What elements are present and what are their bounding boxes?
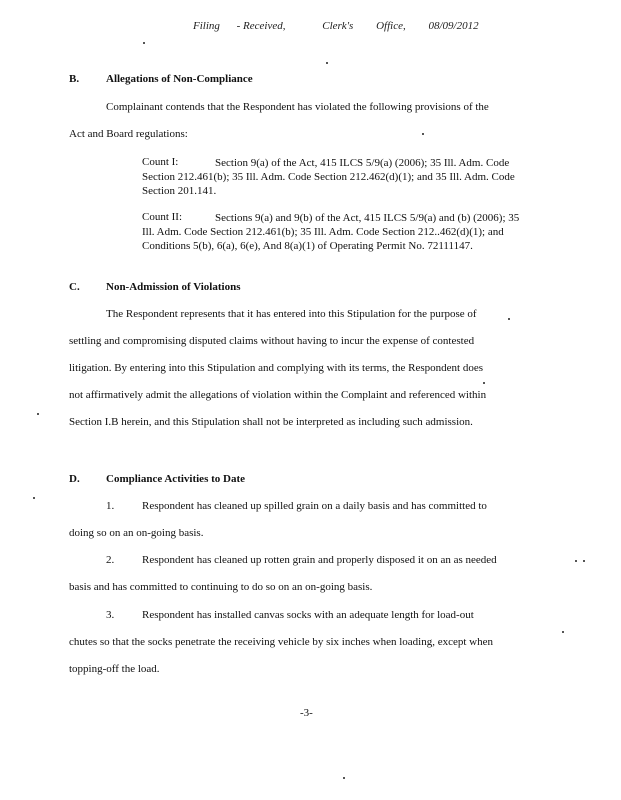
section-c-line: The Respondent represents that it has entered into this Stipulation for the purpose of — [106, 308, 477, 320]
section-c-line: litigation. By entering into this Stipulation and complying with its terms, the Respondent does — [69, 362, 483, 374]
scan-speck — [422, 133, 424, 135]
section-b-letter: B. — [69, 73, 80, 85]
scan-speck — [326, 62, 328, 64]
header-received: - Received, — [236, 20, 286, 32]
count-2-label: Count II: — [142, 211, 183, 223]
scan-speck — [37, 413, 39, 415]
item-2-line1: Respondent has cleaned up rotten grain and properly disposed it on an as needed — [142, 554, 497, 566]
item-2-line2: basis and has committed to continuing to do so on an on-going basis. — [69, 581, 373, 593]
section-d-letter: D. — [69, 473, 80, 485]
header-office: Office, — [376, 20, 406, 32]
section-c-line: settling and compromising disputed claims without having to incur the expense of contested — [69, 335, 475, 347]
item-3-number: 3. — [106, 609, 115, 621]
scan-speck — [343, 777, 345, 779]
scan-speck — [562, 631, 564, 633]
section-b-para-line2: Act and Board regulations: — [69, 128, 188, 140]
scan-speck — [583, 560, 585, 562]
scan-speck — [33, 497, 35, 499]
item-1-line1: Respondent has cleaned up spilled grain on a daily basis and has committed to — [142, 500, 487, 512]
header-filing: Filing — [193, 20, 220, 32]
item-3-line3: topping-off the load. — [69, 663, 160, 675]
section-b-title: Allegations of Non-Compliance — [106, 73, 253, 85]
item-2-number: 2. — [106, 554, 115, 566]
count-1-text: Section 9(a) of the Act, 415 ILCS 5/9(a) (2006); 35 Ill. Adm. Code Section 212.461(b); 35 Ill. Adm. Code Section 212.462(d)(1); and 35 Ill. Adm. Code Section 201.141. — [142, 157, 515, 197]
page-number: -3- — [300, 707, 313, 719]
scan-speck — [575, 560, 577, 562]
item-1-number: 1. — [106, 500, 115, 512]
count-1-label: Count I: — [142, 156, 179, 168]
scan-speck — [508, 318, 510, 320]
header-clerks: Clerk's — [322, 20, 354, 32]
section-d-title: Compliance Activities to Date — [106, 473, 245, 485]
scan-speck — [483, 382, 485, 384]
filing-header — [193, 20, 479, 32]
section-c-letter: C. — [69, 281, 80, 293]
item-3-line1: Respondent has installed canvas socks with an adequate length for load-out — [142, 609, 474, 621]
section-c-line: Section I.B herein, and this Stipulation shall not be interpreted as including such admission. — [69, 416, 473, 428]
section-c-line: not affirmatively admit the allegations of violation within the Complaint and referenced within — [69, 389, 487, 401]
count-2-text: Sections 9(a) and 9(b) of the Act, 415 ILCS 5/9(a) and (b) (2006); 35 Ill. Adm. Code Section 212.461(b); 35 Ill. Adm. Code Section 212..462(d)(1); and Conditions 5(b), 6(a), 6(e), And 8(a)(1) of Operating Permit No. 72111147. — [142, 212, 520, 252]
item-3-line2: chutes so that the socks penetrate the receiving vehicle by six inches when loading, except when — [69, 636, 493, 648]
scan-speck — [143, 42, 145, 44]
header-date: 08/09/2012 — [428, 20, 479, 32]
section-b-para-line1: Complainant contends that the Respondent has violated the following provisions of the — [106, 101, 489, 113]
section-c-title: Non-Admission of Violations — [106, 281, 241, 293]
item-1-line2: doing so on an on-going basis. — [69, 527, 204, 539]
